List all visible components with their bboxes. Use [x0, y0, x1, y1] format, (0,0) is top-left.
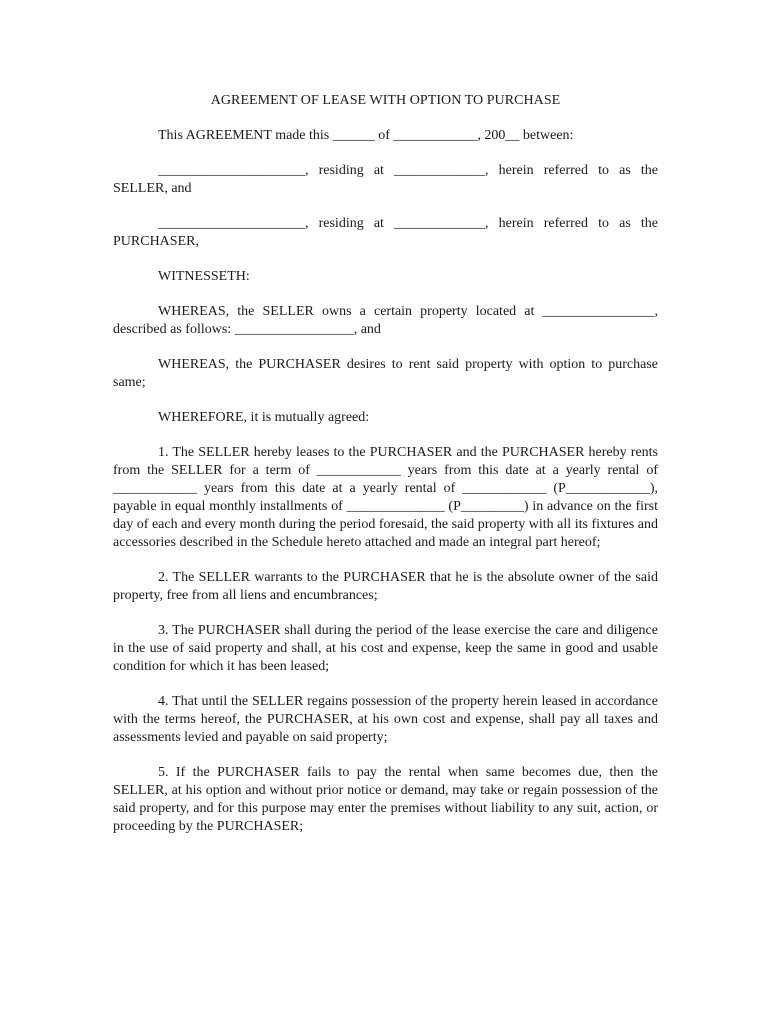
witnesseth-paragraph: WITNESSETH:: [158, 269, 250, 284]
wherefore-paragraph: WHEREFORE, it is mutually agreed:: [158, 410, 370, 425]
clause-4-paragraph: 4. That until the SELLER regains possession of the property herein leased in accordance with the terms hereof, the PURCHASER, at his own cost and expense, shall pay all taxes and assessments levied and payable on said property;: [113, 694, 658, 745]
clause-5-paragraph: 5. If the PURCHASER fails to pay the rental when same becomes due, then the SELLER, at his option and without prior notice or demand, may take or regain possession of the said property, and for this purpose may enter the premises without liability to any suit, action, or proceeding by the PURCHASER;: [113, 765, 658, 834]
document-title: AGREEMENT OF LEASE WITH OPTION TO PURCHASE: [210, 93, 561, 108]
whereas-property-paragraph: WHEREAS, the SELLER owns a certain property located at ________________, described as follows: _________________, and: [113, 304, 658, 337]
clause-1-paragraph: 1. The SELLER hereby leases to the PURCHASER and the PURCHASER hereby rents from the SELLER for a term of ____________ years from this date at a yearly rental of ____________ years from this date at a yearly rental of ____________ (P____________), payable in equal monthly installments of ______________ (P_________) in advance on the first day of each and every month during the period foresaid, the said property with all its fixtures and accessories described in the Schedule hereto attached and made an integral part hereof;: [113, 445, 658, 550]
document-body: [113, 92, 658, 853]
clause-3-paragraph: 3. The PURCHASER shall during the period of the lease exercise the care and diligence in the use of said property and shall, at his cost and expense, keep the same in good and usable condition for which it has been leased;: [113, 623, 658, 674]
purchaser-paragraph: _____________________, residing at _____________, herein referred to as the PURCHASER,: [113, 216, 658, 249]
agreement-date-paragraph: This AGREEMENT made this ______ of ____________, 200__ between:: [158, 128, 574, 143]
seller-paragraph: _____________________, residing at _____________, herein referred to as the SELLER, and: [113, 163, 658, 196]
clause-2-paragraph: 2. The SELLER warrants to the PURCHASER that he is the absolute owner of the said property, free from all liens and encumbrances;: [113, 570, 658, 603]
whereas-rent-paragraph: WHEREAS, the PURCHASER desires to rent said property with option to purchase same;: [113, 357, 658, 390]
